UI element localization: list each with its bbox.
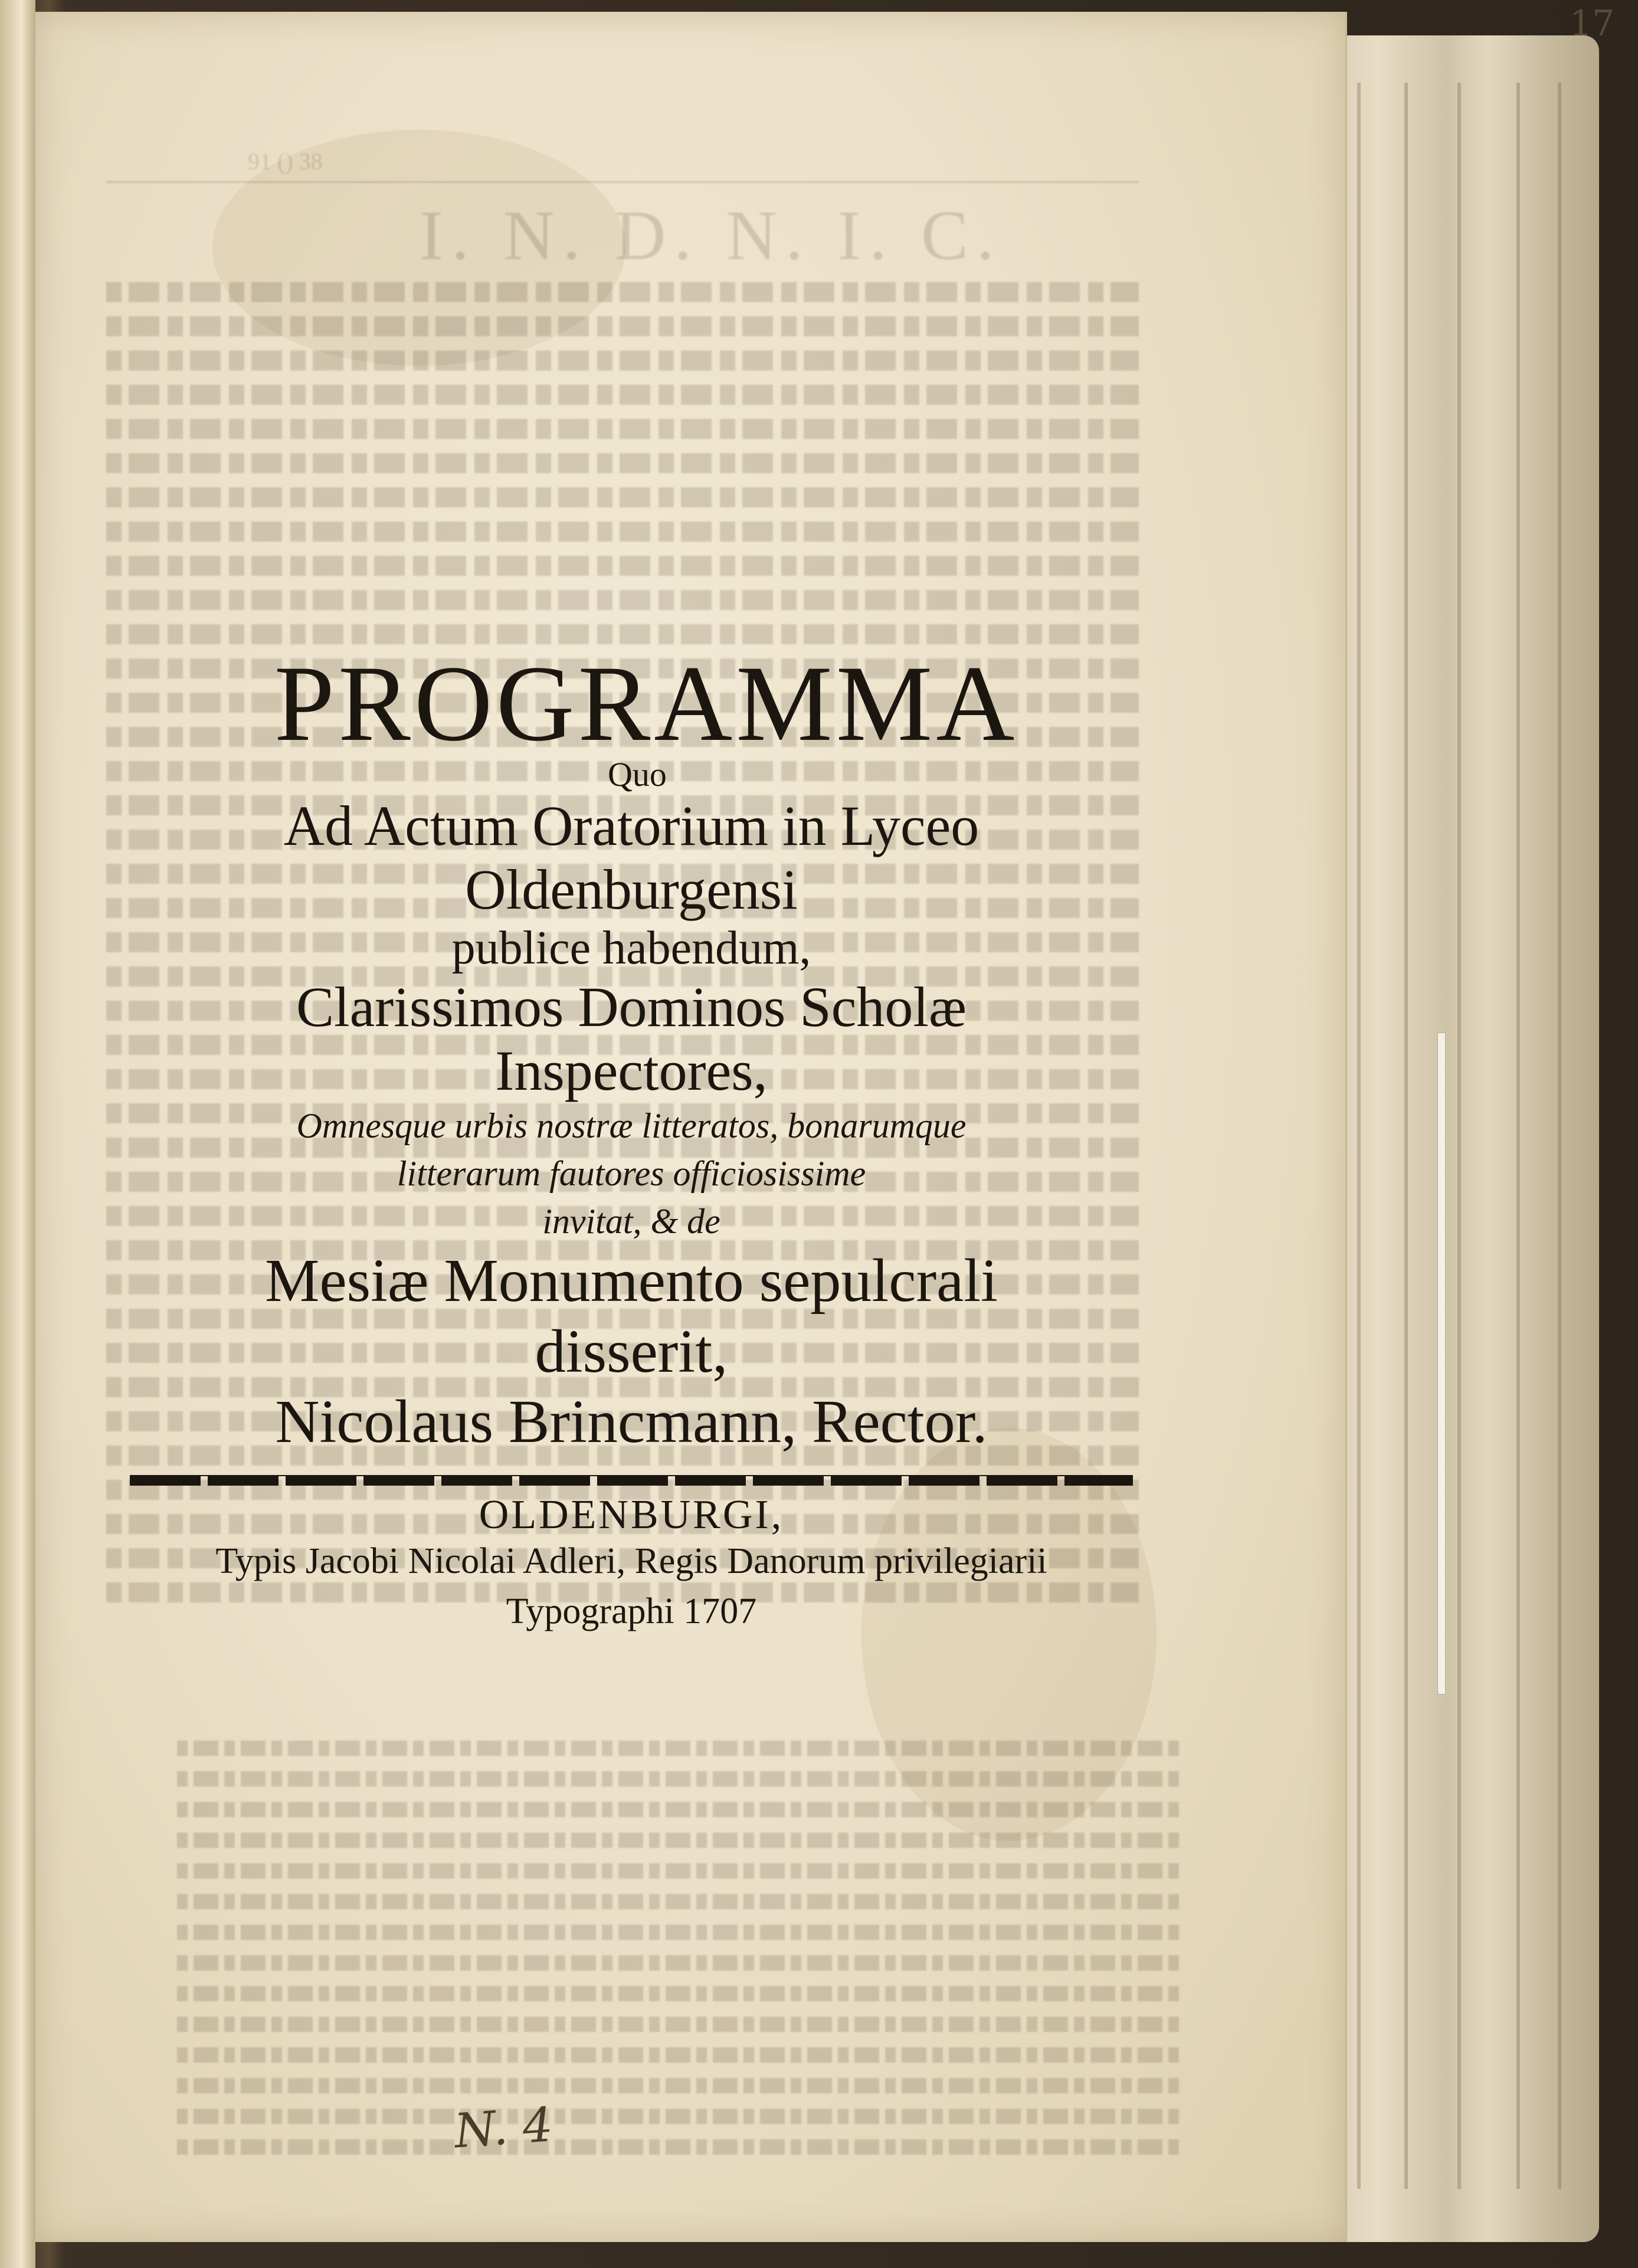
title-quo: Quo bbox=[608, 755, 667, 794]
ornamental-rule bbox=[130, 1475, 1133, 1486]
subject-line-2: disserit, bbox=[535, 1317, 728, 1385]
imprint-printer: Typis Jacobi Nicolai Adleri, Regis Danorum privilegiarii bbox=[215, 1541, 1047, 1581]
title-page-text bbox=[130, 643, 1133, 1632]
bleed-header: 91 () 38 bbox=[106, 148, 1139, 183]
handwritten-note: N. 4 bbox=[452, 2097, 555, 2159]
occasion-line: Ad Actum Oratorium in Lyceo Oldenburgensi bbox=[283, 794, 979, 921]
occasion-line-2: publice habendum, bbox=[451, 922, 811, 975]
addressee-line-2: Inspectores, bbox=[495, 1038, 768, 1102]
tape-strip bbox=[1437, 1033, 1446, 1695]
document-page bbox=[35, 12, 1347, 2242]
invitation-line: Omnesque urbis nostræ litteratos, bonarumque bbox=[296, 1106, 967, 1146]
invitation-line-3: invitat, & de bbox=[542, 1202, 720, 1241]
corner-folio-mark: 17 bbox=[1570, 3, 1615, 44]
invitation-line-2: litterarum fautores officiosissime bbox=[397, 1154, 866, 1194]
page-title: PROGRAMMA bbox=[274, 643, 1018, 763]
author-line: Nicolaus Brincmann, Rector. bbox=[275, 1388, 988, 1456]
addressee-line: Clarissimos Dominos Scholæ bbox=[296, 975, 967, 1039]
imprint-printer-cut: Typographi 1707 bbox=[506, 1591, 757, 1632]
bleed-heading: I. N. D. N. I. C. bbox=[420, 196, 1003, 274]
page-edges-stack bbox=[1322, 35, 1599, 2242]
imprint-city: OLDENBURGI, bbox=[479, 1492, 784, 1538]
subject-line: Mesiæ Monumento sepulcrali bbox=[264, 1247, 998, 1315]
left-leaf-edge bbox=[0, 0, 35, 2268]
